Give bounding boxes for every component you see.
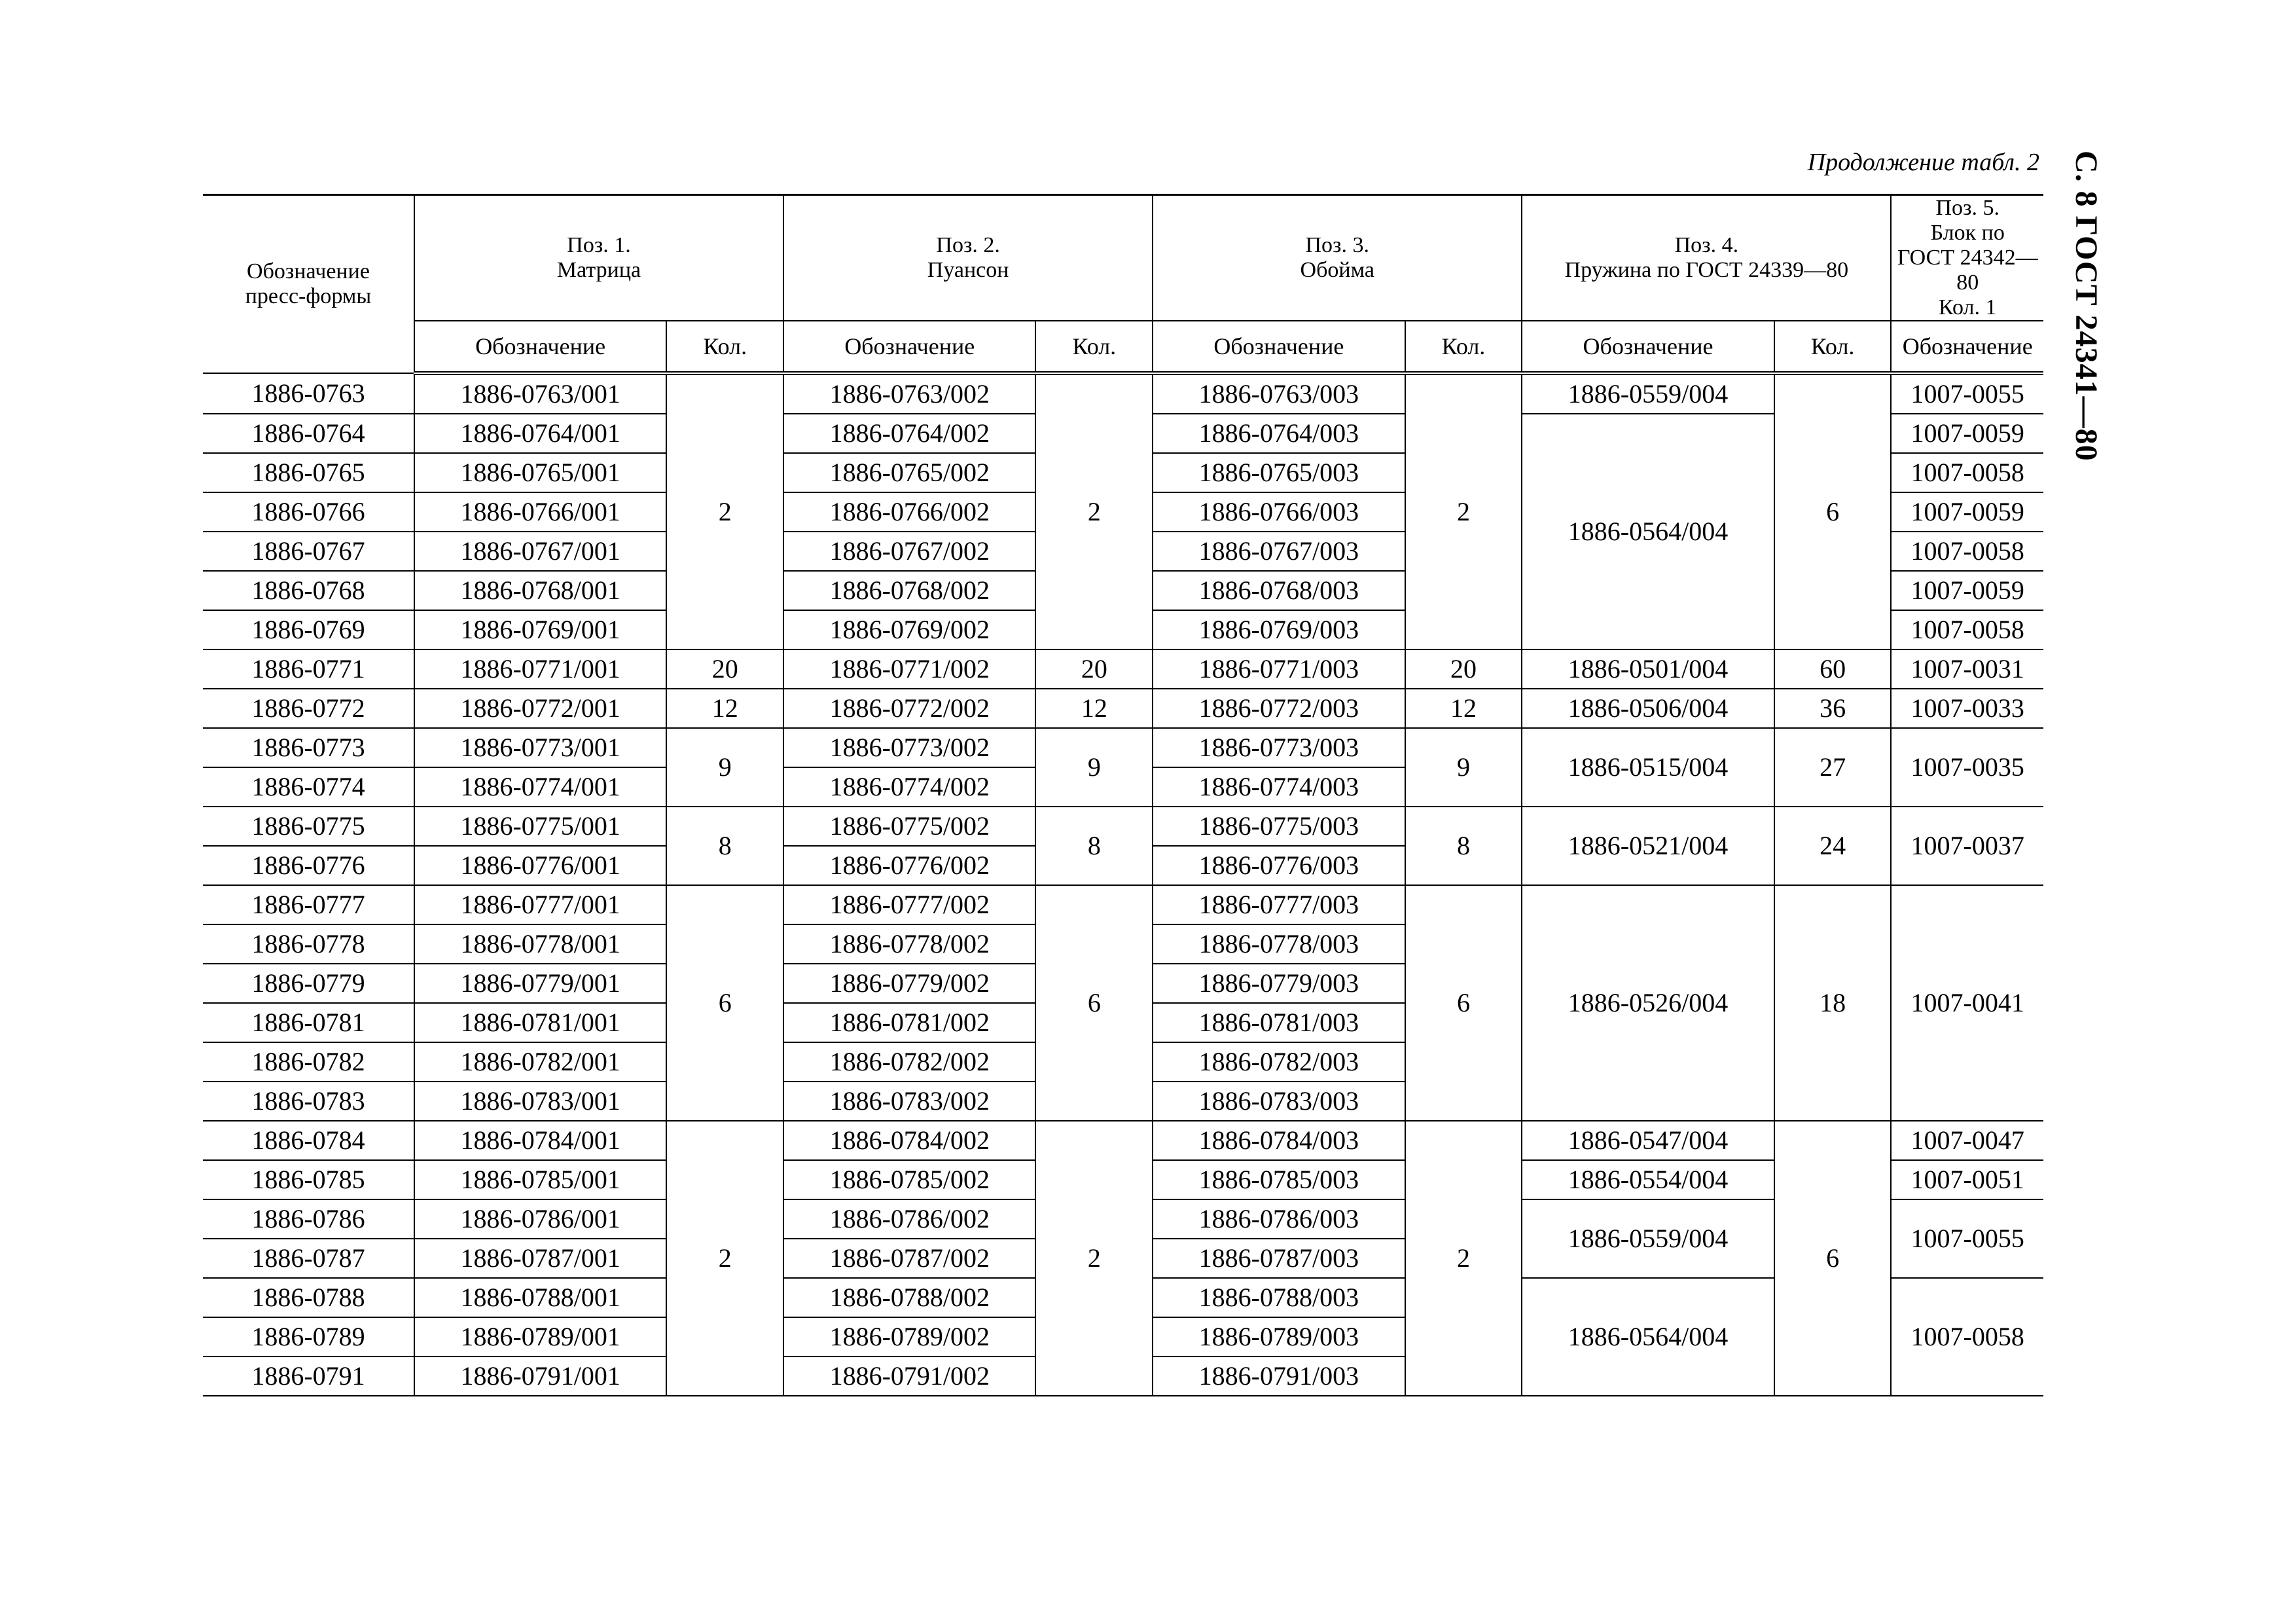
pos3-designation: 1886-0772/003 [1153,689,1405,728]
pos3-designation: 1886-0777/003 [1153,885,1405,924]
pos2-designation: 1886-0775/002 [783,807,1035,846]
pos3-qty: 2 [1405,373,1522,649]
mold-designation: 1886-0788 [203,1278,414,1317]
pos5-designation: 1007-0031 [1891,649,2043,689]
subheader-qty: Кол. [1405,321,1522,373]
pos2-qty: 9 [1035,728,1153,807]
pos2-designation: 1886-0782/002 [783,1042,1035,1082]
pos1-qty: 20 [666,649,783,689]
pos2-qty: 2 [1035,1121,1153,1396]
mold-designation: 1886-0789 [203,1317,414,1357]
pos4-qty: 6 [1774,1121,1892,1396]
pos5-designation: 1007-0058 [1891,610,2043,649]
subheader-designation: Обозначение [1891,321,2043,373]
pos3-qty: 9 [1405,728,1522,807]
mold-designation: 1886-0772 [203,689,414,728]
pos4-designation: 1886-0559/004 [1522,1199,1774,1278]
pos5-designation: 1007-0059 [1891,571,2043,610]
subheader-designation: Обозначение [1522,321,1774,373]
pos3-designation: 1886-0766/003 [1153,492,1405,532]
pos3-designation: 1886-0775/003 [1153,807,1405,846]
pos1-designation: 1886-0774/001 [414,767,666,807]
pos3-designation: 1886-0768/003 [1153,571,1405,610]
mold-designation: 1886-0787 [203,1239,414,1278]
pos2-designation: 1886-0769/002 [783,610,1035,649]
pos1-qty: 6 [666,885,783,1121]
pos1-designation: 1886-0771/001 [414,649,666,689]
mold-designation: 1886-0782 [203,1042,414,1082]
pos5-designation: 1007-0035 [1891,728,2043,807]
pos5-designation: 1007-0055 [1891,1199,2043,1278]
pos2-designation: 1886-0768/002 [783,571,1035,610]
pos1-designation: 1886-0781/001 [414,1003,666,1042]
mold-designation: 1886-0769 [203,610,414,649]
header-pos4: Поз. 4. Пружина по ГОСТ 24339—80 [1522,195,1891,321]
table-row [203,885,2043,924]
pos2-designation: 1886-0783/002 [783,1082,1035,1121]
pos2-designation: 1886-0767/002 [783,532,1035,571]
pos3-qty: 6 [1405,885,1522,1121]
pos2-designation: 1886-0766/002 [783,492,1035,532]
pos3-designation: 1886-0779/003 [1153,964,1405,1003]
pos1-designation: 1886-0767/001 [414,532,666,571]
pos4-designation: 1886-0554/004 [1522,1160,1774,1199]
header-pos3: Поз. 3. Обойма [1153,195,1522,321]
pos1-designation: 1886-0772/001 [414,689,666,728]
pos2-designation: 1886-0785/002 [783,1160,1035,1199]
parts-table [203,194,2043,1396]
pos3-designation: 1886-0791/003 [1153,1357,1405,1396]
mold-designation: 1886-0771 [203,649,414,689]
pos4-qty: 27 [1774,728,1892,807]
pos1-designation: 1886-0778/001 [414,924,666,964]
pos1-designation: 1886-0764/001 [414,414,666,453]
pos3-designation: 1886-0778/003 [1153,924,1405,964]
pos2-qty: 12 [1035,689,1153,728]
pos2-designation: 1886-0778/002 [783,924,1035,964]
pos4-designation: 1886-0564/004 [1522,414,1774,649]
page-label: С. 8 ГОСТ 24341—80 [2069,151,2104,462]
pos1-designation: 1886-0763/001 [414,373,666,414]
header-pos1: Поз. 1. Матрица [414,195,783,321]
pos3-designation: 1886-0773/003 [1153,728,1405,767]
pos5-designation: 1007-0037 [1891,807,2043,885]
pos1-designation: 1886-0779/001 [414,964,666,1003]
subheader-qty: Кол. [1035,321,1153,373]
pos5-designation: 1007-0059 [1891,492,2043,532]
pos2-designation: 1886-0786/002 [783,1199,1035,1239]
mold-designation: 1886-0773 [203,728,414,767]
subheader-qty: Кол. [1774,321,1892,373]
pos1-qty: 8 [666,807,783,885]
pos3-designation: 1886-0782/003 [1153,1042,1405,1082]
mold-designation: 1886-0777 [203,885,414,924]
table-row [203,649,2043,689]
pos5-designation: 1007-0041 [1891,885,2043,1121]
pos1-designation: 1886-0776/001 [414,846,666,885]
pos3-designation: 1886-0785/003 [1153,1160,1405,1199]
subheader-designation: Обозначение [414,321,666,373]
table-row [203,728,2043,767]
mold-designation: 1886-0764 [203,414,414,453]
mold-designation: 1886-0786 [203,1199,414,1239]
pos4-designation: 1886-0521/004 [1522,807,1774,885]
pos2-qty: 6 [1035,885,1153,1121]
pos1-designation: 1886-0777/001 [414,885,666,924]
pos2-designation: 1886-0776/002 [783,846,1035,885]
pos3-designation: 1886-0784/003 [1153,1121,1405,1160]
pos1-designation: 1886-0782/001 [414,1042,666,1082]
pos2-designation: 1886-0764/002 [783,414,1035,453]
pos2-designation: 1886-0788/002 [783,1278,1035,1317]
pos3-designation: 1886-0789/003 [1153,1317,1405,1357]
mold-designation: 1886-0767 [203,532,414,571]
pos2-designation: 1886-0791/002 [783,1357,1035,1396]
pos3-designation: 1886-0771/003 [1153,649,1405,689]
pos2-designation: 1886-0779/002 [783,964,1035,1003]
mold-designation: 1886-0781 [203,1003,414,1042]
table-row [203,689,2043,728]
table-row [203,373,2043,414]
pos1-designation: 1886-0766/001 [414,492,666,532]
pos3-qty: 20 [1405,649,1522,689]
pos1-designation: 1886-0769/001 [414,610,666,649]
pos1-qty: 12 [666,689,783,728]
header-pos2: Поз. 2. Пуансон [783,195,1153,321]
mold-designation: 1886-0775 [203,807,414,846]
pos4-qty: 36 [1774,689,1892,728]
pos1-qty: 2 [666,373,783,649]
pos1-designation: 1886-0765/001 [414,453,666,492]
pos3-designation: 1886-0767/003 [1153,532,1405,571]
subheader-designation: Обозначение [783,321,1035,373]
table-body [203,373,2043,1396]
mold-designation: 1886-0776 [203,846,414,885]
pos3-designation: 1886-0783/003 [1153,1082,1405,1121]
subheader-designation: Обозначение [1153,321,1405,373]
pos1-designation: 1886-0791/001 [414,1357,666,1396]
pos2-designation: 1886-0773/002 [783,728,1035,767]
pos1-designation: 1886-0768/001 [414,571,666,610]
pos1-designation: 1886-0787/001 [414,1239,666,1278]
pos5-designation: 1007-0058 [1891,532,2043,571]
mold-designation: 1886-0766 [203,492,414,532]
pos5-designation: 1007-0033 [1891,689,2043,728]
pos4-designation: 1886-0564/004 [1522,1278,1774,1396]
pos2-qty: 20 [1035,649,1153,689]
pos1-qty: 9 [666,728,783,807]
mold-designation: 1886-0778 [203,924,414,964]
pos4-designation: 1886-0506/004 [1522,689,1774,728]
pos3-designation: 1886-0776/003 [1153,846,1405,885]
mold-designation: 1886-0784 [203,1121,414,1160]
pos2-designation: 1886-0781/002 [783,1003,1035,1042]
pos1-designation: 1886-0788/001 [414,1278,666,1317]
pos1-designation: 1886-0784/001 [414,1121,666,1160]
mold-designation: 1886-0768 [203,571,414,610]
pos5-designation: 1007-0058 [1891,453,2043,492]
pos4-qty: 24 [1774,807,1892,885]
pos3-designation: 1886-0765/003 [1153,453,1405,492]
pos1-designation: 1886-0785/001 [414,1160,666,1199]
pos5-designation: 1007-0047 [1891,1121,2043,1160]
pos2-designation: 1886-0777/002 [783,885,1035,924]
pos3-designation: 1886-0763/003 [1153,373,1405,414]
pos3-designation: 1886-0774/003 [1153,767,1405,807]
mold-designation: 1886-0763 [203,373,414,414]
header-pos5: Поз. 5. Блок по ГОСТ 24342—80 Кол. 1 [1891,195,2043,321]
pos2-qty: 2 [1035,373,1153,649]
pos4-designation: 1886-0547/004 [1522,1121,1774,1160]
pos1-designation: 1886-0775/001 [414,807,666,846]
mold-designation: 1886-0783 [203,1082,414,1121]
pos2-designation: 1886-0789/002 [783,1317,1035,1357]
table-row [203,1121,2043,1160]
pos3-designation: 1886-0788/003 [1153,1278,1405,1317]
mold-designation: 1886-0791 [203,1357,414,1396]
pos4-qty: 6 [1774,373,1892,649]
pos2-designation: 1886-0774/002 [783,767,1035,807]
pos5-designation: 1007-0055 [1891,373,2043,414]
subheader-qty: Кол. [666,321,783,373]
pos5-designation: 1007-0051 [1891,1160,2043,1199]
pos5-designation: 1007-0059 [1891,414,2043,453]
pos3-designation: 1886-0769/003 [1153,610,1405,649]
pos4-qty: 60 [1774,649,1892,689]
pos2-designation: 1886-0771/002 [783,649,1035,689]
pos1-qty: 2 [666,1121,783,1396]
continuation-label: Продолжение табл. 2 [1807,149,2039,176]
pos3-qty: 2 [1405,1121,1522,1396]
pos4-qty: 18 [1774,885,1892,1121]
pos5-designation: 1007-0058 [1891,1278,2043,1396]
mold-designation: 1886-0779 [203,964,414,1003]
pos1-designation: 1886-0786/001 [414,1199,666,1239]
mold-designation: 1886-0765 [203,453,414,492]
pos3-qty: 8 [1405,807,1522,885]
pos4-designation: 1886-0526/004 [1522,885,1774,1121]
pos4-designation: 1886-0501/004 [1522,649,1774,689]
pos4-designation: 1886-0515/004 [1522,728,1774,807]
pos1-designation: 1886-0773/001 [414,728,666,767]
pos2-designation: 1886-0763/002 [783,373,1035,414]
pos2-designation: 1886-0787/002 [783,1239,1035,1278]
pos2-designation: 1886-0784/002 [783,1121,1035,1160]
pos3-designation: 1886-0787/003 [1153,1239,1405,1278]
table-row [203,807,2043,846]
pos2-designation: 1886-0772/002 [783,689,1035,728]
pos3-designation: 1886-0781/003 [1153,1003,1405,1042]
pos3-designation: 1886-0786/003 [1153,1199,1405,1239]
pos1-designation: 1886-0789/001 [414,1317,666,1357]
pos3-designation: 1886-0764/003 [1153,414,1405,453]
header-mold: Обозначение пресс-формы [203,195,414,374]
pos2-designation: 1886-0765/002 [783,453,1035,492]
pos1-designation: 1886-0783/001 [414,1082,666,1121]
mold-designation: 1886-0774 [203,767,414,807]
pos4-designation: 1886-0559/004 [1522,373,1774,414]
pos3-qty: 12 [1405,689,1522,728]
mold-designation: 1886-0785 [203,1160,414,1199]
pos2-qty: 8 [1035,807,1153,885]
